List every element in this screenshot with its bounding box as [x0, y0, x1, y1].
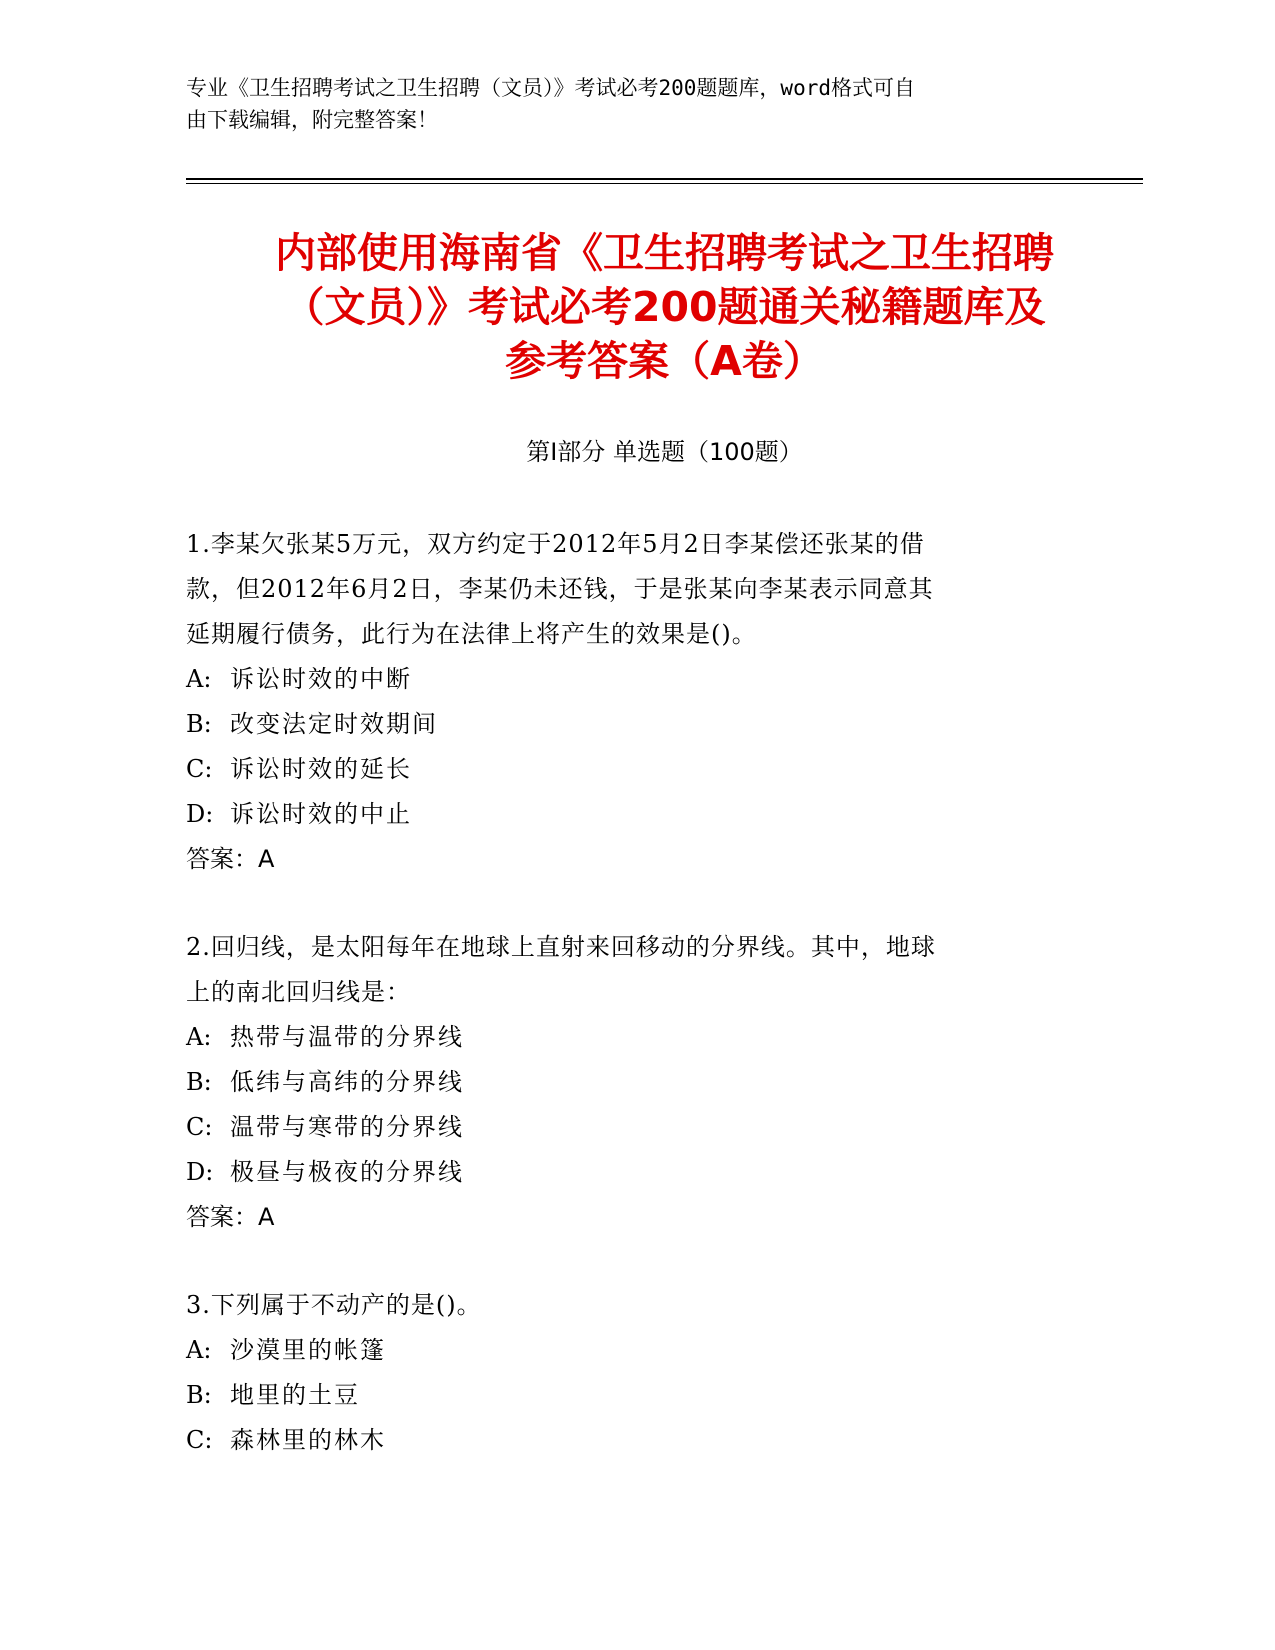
option-letter: C:	[186, 1426, 213, 1454]
question-list	[186, 522, 1066, 1506]
question-option	[186, 1060, 1066, 1105]
option-text: 改变法定时效期间	[230, 710, 438, 738]
option-text: 诉讼时效的中断	[230, 665, 412, 693]
question-stem-line: 1.李某欠张某5万元，双方约定于2012年5月2日李某偿还张某的借	[186, 530, 925, 558]
option-letter: C:	[186, 1113, 213, 1141]
question-option	[186, 1418, 1066, 1463]
option-letter: D:	[186, 800, 214, 828]
option-letter: D:	[186, 1158, 214, 1186]
question-option	[186, 702, 1066, 747]
option-letter: B:	[186, 1068, 212, 1096]
option-text: 热带与温带的分界线	[230, 1023, 464, 1051]
option-letter: B:	[186, 1381, 212, 1409]
question-item	[186, 522, 1066, 882]
option-text: 诉讼时效的延长	[230, 755, 412, 783]
option-text: 地里的土豆	[230, 1381, 360, 1409]
option-letter: C:	[186, 755, 213, 783]
header-note-line: 由下载编辑，附完整答案！	[186, 108, 438, 132]
question-option	[186, 1328, 1066, 1373]
question-item	[186, 925, 1066, 1240]
option-letter: A:	[186, 665, 212, 693]
option-text: 森林里的林木	[230, 1426, 386, 1454]
document-title-line: 内部使用海南省《卫生招聘考试之卫生招聘	[275, 229, 1054, 277]
document-title	[186, 226, 1143, 388]
question-option	[186, 657, 1066, 702]
document-title-line: （文员）》考试必考200题通关秘籍题库及	[283, 283, 1046, 331]
option-text: 沙漠里的帐篷	[230, 1336, 386, 1364]
question-answer: 答案：A	[186, 845, 275, 873]
option-text: 极昼与极夜的分界线	[230, 1158, 464, 1186]
question-item	[186, 1283, 1066, 1463]
header-divider-thick	[186, 178, 1143, 180]
option-letter: A:	[186, 1023, 212, 1051]
option-text: 诉讼时效的中止	[230, 800, 412, 828]
question-stem-line: 上的南北回归线是：	[186, 978, 411, 1006]
option-text: 低纬与高纬的分界线	[230, 1068, 464, 1096]
question-option	[186, 792, 1066, 837]
header-note-line: 专业《卫生招聘考试之卫生招聘（文员）》考试必考200题题库，word格式可自	[186, 76, 915, 100]
option-text: 温带与寒带的分界线	[230, 1113, 464, 1141]
question-stem-line: 延期履行债务，此行为在法律上将产生的效果是()。	[186, 620, 757, 648]
option-letter: B:	[186, 710, 212, 738]
question-option	[186, 1105, 1066, 1150]
question-stem-line: 2.回归线，是太阳每年在地球上直射来回移动的分界线。其中，地球	[186, 933, 936, 961]
question-option	[186, 1150, 1066, 1195]
header-note	[186, 72, 1066, 136]
question-answer: 答案：A	[186, 1203, 275, 1231]
question-option	[186, 747, 1066, 792]
question-stem-line: 3.下列属于不动产的是()。	[186, 1291, 482, 1319]
option-letter: A:	[186, 1336, 212, 1364]
section-title: 第I部分 单选题（100题）	[526, 438, 803, 466]
question-stem-line: 款，但2012年6月2日，李某仍未还钱，于是张某向李某表示同意其	[186, 575, 934, 603]
question-option	[186, 1373, 1066, 1418]
header-divider-thin	[186, 183, 1143, 184]
question-option	[186, 1015, 1066, 1060]
document-title-line: 参考答案（A卷）	[505, 337, 824, 385]
